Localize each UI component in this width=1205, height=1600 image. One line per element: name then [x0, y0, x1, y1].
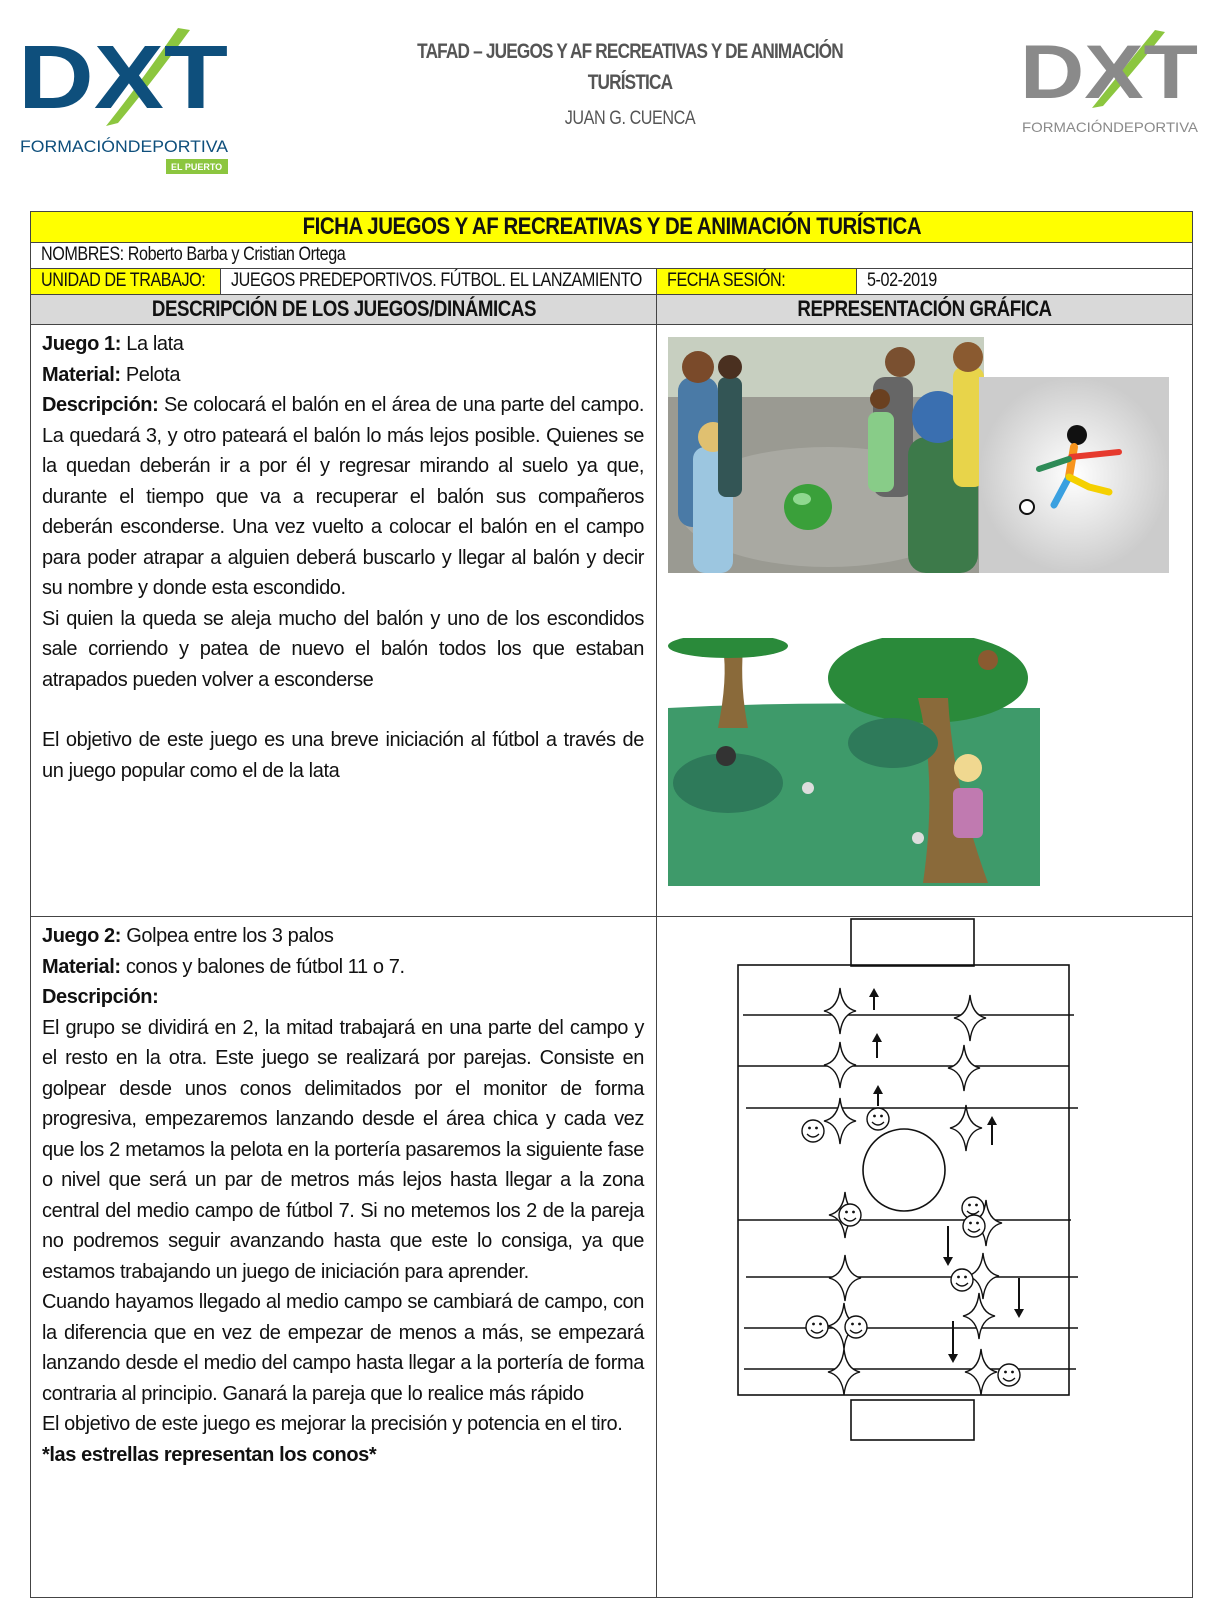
date-value: 5-02-2019	[857, 269, 1193, 295]
player-smiley-icon	[802, 1120, 824, 1142]
cone-star-icon	[954, 995, 986, 1041]
document-author: JUAN G. CUENCA	[564, 108, 696, 129]
smiley-eye	[975, 1204, 978, 1207]
cone-star-icon	[824, 988, 856, 1034]
player-smiley-icon	[963, 1215, 985, 1237]
goal-top	[851, 919, 974, 966]
smiley-eye	[852, 1211, 855, 1214]
sheet-title: FICHA JUEGOS Y AF RECREATIVAS Y DE ANIMACIÓN TURÍSTICA	[31, 212, 1193, 243]
player-smiley-icon	[845, 1316, 867, 1338]
logo-brand: DXT	[18, 28, 229, 128]
field-outline	[738, 965, 1069, 1395]
kids-playground-illustration	[668, 337, 984, 573]
logo-brand: DXT	[1020, 30, 1198, 115]
player-smiley-icon	[867, 1108, 889, 1130]
smiley-eye	[819, 1323, 822, 1326]
game-2-description: Juego 2: Golpea entre los 3 palos Material: conos y balones de fútbol 11 o 7. Descripción: El grupo se dividirá en 2, la mitad trabajará en una parte del campo y el resto en la otra. Este juego se realizará por parejas. Consiste en golpear desde unos conos delimitados por el monitor de forma progresiva, empezaremos lanzando desde el área chica y cada vez que los 2 metamos la pelota en la portería pasaremos la siguiente fase o nivel que será un par de metros más lejos hasta llegar a la zona central del medio campo de fútbol 7. Si no metemos los 2 de la pareja no podremos seguir avanzando hasta que este lo consiga, ya que estamos trabajando un juego de iniciación para aprender. Cuando hayamos llegado al medio campo se cambiará de campo, con la diferencia que en vez de empezar de menos a más, se empezará lanzando desde el medio del campo hasta llegar a la portería de forma contraria al principio. Ganará la pareja que lo realice más rápido El objetivo de este juego es mejorar la precisión y potencia en el tiro. *las estrellas representan los conos*	[31, 917, 657, 1598]
player-smiley-icon	[839, 1204, 861, 1226]
smiley-eye	[858, 1323, 861, 1326]
game-sheet-table	[30, 211, 1193, 1598]
smiley-eye	[1004, 1371, 1007, 1374]
smiley-eye	[808, 1127, 811, 1130]
smiley-eye	[812, 1323, 815, 1326]
arrow-up-icon	[873, 1085, 883, 1094]
unit-label: UNIDAD DE TRABAJO:	[31, 269, 221, 295]
kicking-figure-illustration	[979, 377, 1169, 573]
game-1-description: Juego 1: La lata Material: Pelota Descripción: Se colocará el balón en el área de una parte del campo. La quedará 3, y otro pateará el balón lo más lejos posible. Quienes se la quedan deberán ir a por él y regresar mirando al suelo ya que, durante el tiempo que va a recuperar el balón sus compañeros deberán esconderse. Una vez vuelto a colocar el balón en el campo para poder atrapar a alguien deberá buscarlo y llegar al balón y decir su nombre y donde esta escondido. Si quien la queda se aleja mucho del balón y uno de los escondidos sale corriendo y patea de nuevo el balón todos los que estaban atrapados pueden volver a esconderse El objetivo de este juego es una breve iniciación al fútbol a través de un juego popular como el de la lata	[31, 325, 657, 917]
game-2-graphic	[657, 917, 1193, 1598]
smiley-eye	[976, 1222, 979, 1225]
column-header-graphic: REPRESENTACIÓN GRÁFICA	[657, 295, 1193, 325]
cone-star-icon	[965, 1349, 997, 1395]
arrow-up-icon	[872, 1033, 882, 1042]
cone-star-icon	[950, 1105, 982, 1151]
unit-value: JUEGOS PREDEPORTIVOS. FÚTBOL. EL LANZAMIENTO	[221, 269, 657, 295]
cone-star-icon	[829, 1255, 861, 1301]
date-label: FECHA SESIÓN:	[657, 269, 857, 295]
smiley-eye	[880, 1115, 883, 1118]
document-header-title: TAFAD – JUEGOS Y AF RECREATIVAS Y DE ANIMACIÓN TURÍSTICA	[417, 40, 843, 94]
smiley-eye	[845, 1211, 848, 1214]
smiley-eye	[1011, 1371, 1014, 1374]
field-diagram	[657, 917, 1192, 1598]
arrow-down-icon	[948, 1354, 958, 1363]
arrow-down-icon	[943, 1257, 953, 1266]
column-header-description: DESCRIPCIÓN DE LOS JUEGOS/DINÁMICAS	[31, 295, 657, 325]
smiley-eye	[968, 1204, 971, 1207]
cone-star-icon	[824, 1042, 856, 1088]
logo-tag: EL PUERTO	[171, 162, 223, 172]
logo-left	[18, 26, 233, 176]
smiley-eye	[964, 1276, 967, 1279]
arrow-up-icon	[869, 988, 879, 997]
game-1-graphic	[657, 325, 1193, 917]
goal-bottom	[851, 1400, 974, 1440]
cone-star-icon	[948, 1045, 980, 1091]
logo-right	[1020, 28, 1200, 138]
player-smiley-icon	[951, 1269, 973, 1291]
smiley-eye	[815, 1127, 818, 1130]
cone-star-icon	[824, 1098, 856, 1144]
smiley-eye	[957, 1276, 960, 1279]
hide-and-seek-illustration	[668, 638, 1040, 886]
arrow-up-icon	[987, 1116, 997, 1125]
player-smiley-icon	[998, 1364, 1020, 1386]
smiley-eye	[873, 1115, 876, 1118]
cone-star-icon	[963, 1293, 995, 1339]
cones-note: *las estrellas representan los conos*	[42, 1443, 377, 1466]
smiley-eye	[851, 1323, 854, 1326]
smiley-eye	[969, 1222, 972, 1225]
cone-star-icon	[828, 1349, 860, 1395]
center-circle	[863, 1129, 945, 1211]
arrow-down-icon	[1014, 1309, 1024, 1318]
player-smiley-icon	[806, 1316, 828, 1338]
logo-subtitle: FORMACIÓNDEPORTIVA	[1022, 119, 1199, 135]
names-field: NOMBRES: Roberto Barba y Cristian Ortega	[31, 243, 1193, 269]
logo-subtitle: FORMACIÓNDEPORTIVA	[20, 137, 229, 156]
